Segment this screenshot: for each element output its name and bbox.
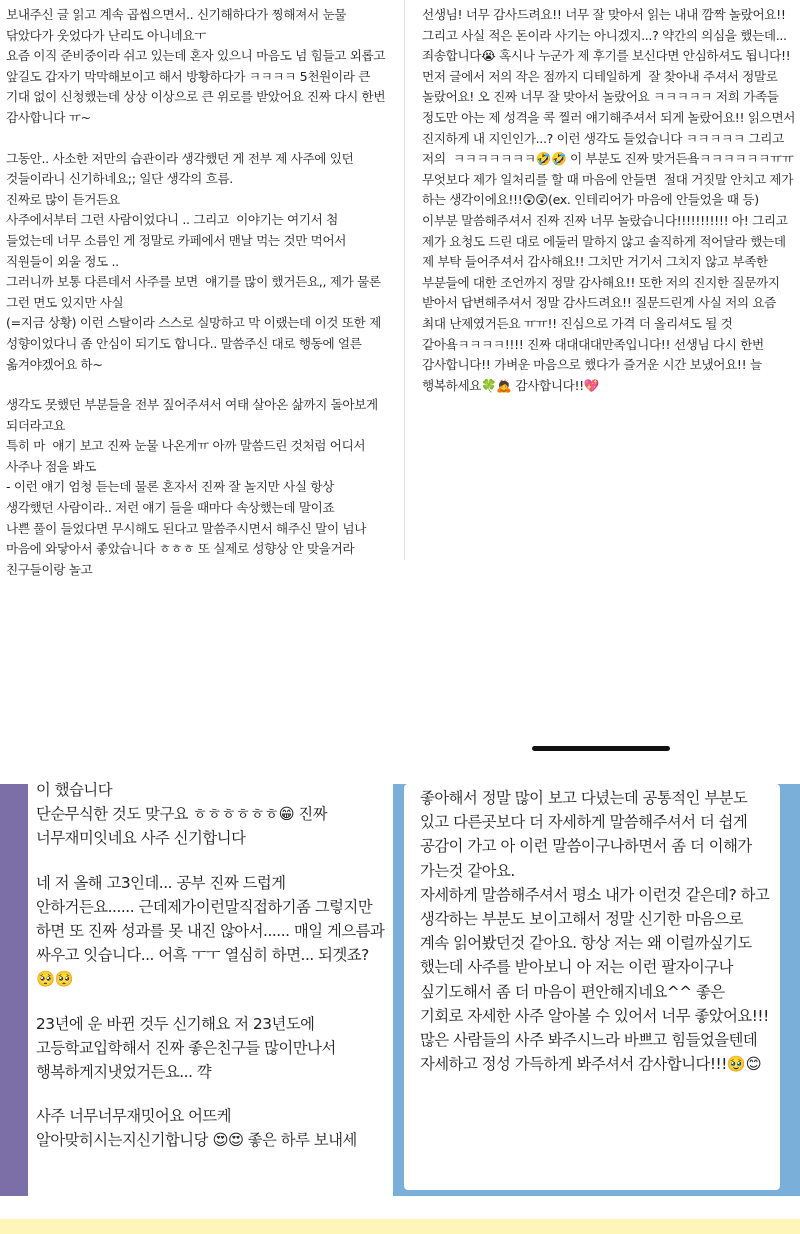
review-text: 그동안.. 사소한 저만의 습관이라 생각했던 게 전부 제 사주에 있던 것들이라니 신기하네요;; 일단 생각의 흐름. [6,150,358,187]
review-text: 나쁜 풀이 들었다면 무시해도 된다고 말씀주시면서 해주신 말이 넘나 마음에 와닿아서 좋았습니다 ㅎㅎㅎ 또 실제로 성향상 안 맞을거라 친구들이랑 놀고 [6,520,370,577]
review-text: 23년에 운 바뀐 것두 신기해요 저 23년도에 고등학교입학해서 진짜 좋은친구들 많이만나서 행복하게지냇었거든요... 꺅 [36,1014,341,1082]
bottom-highlight-strip [0,1219,800,1234]
review-text: 좋아해서 정말 많이 보고 다녔는데 공통적인 부분도 있고 다른곳보다 더 자세하게 말씀해주셔서 더 쉽게 공감이 가고 아 이런 말씀이구나하면서 좀 더 이해가 가는것 같아요. [420,789,757,880]
review-text: 요즘 이직 준비중이라 쉬고 있는데 혼자 있으니 마음도 넘 힘들고 외롭고 앞길도 갑자기 막막해보이고 해서 방황하다가 ㅋㅋㅋㅋ 5천원이라 큰 기대 없이 신청했는데 상상 이상으로 큰 위로를 받았어요 진짜 다시 한번 감사합니다 ㅠ~ [6,48,389,125]
review-text: 이 했습니다 [36,781,113,799]
review-text: 그러니까 보통 다른데서 사주를 보면 얘기를 많이 했거든요,, 제가 물론 그런 면도 있지만 사실 [6,274,385,310]
review-text: 자세하게 말씀해주셔서 평소 내가 이런것 같은데? 하고 생각하는 부분도 보이고해서 정말 신기한 마음으로 계속 읽어봤던것 같아요. 항상 저는 왜 이럴까싶기도 했는데 사주를 받아보니 아 저는 이런 팔자이구나 싶기도해서 좀 더 마음이 편안해지네요^^ 좋은 기회로 자세한 사주 알아볼 수 있어서 너무 좋았어요!!! [420,885,774,1025]
review-text: 생각도 못했던 부분들을 전부 짚어주셔서 여태 살아온 삶까지 돌아보게 되더라고요 [6,397,382,433]
review-text: 보내주신 글 읽고 계속 곱씹으면서.. 신기해하다가 찡해져서 눈물 닦았다가 웃었다가 난리도 아니네요ㅜ [6,7,350,43]
review-text: 특히 마 얘기 보고 진짜 눈물 나온게ㅠ 아까 말씀드린 것처럼 어디서 사주나 점을 봐도 [6,438,369,474]
review-panel-bottom-right [404,784,780,1190]
review-text: 진짜로 많이 듣거든요 [6,191,120,207]
review-text: 사주 너무너무재밋어요 어뜨케 알아맞히시는지신기합니당 😍😍 좋은 하루 보내세 [36,1107,357,1150]
review-text: (=지금 상황) 이런 스탈이라 스스로 실망하고 막 이랬는데 이것 또한 제 성향이었다니 좀 안심이 되기도 합니다.. 말씀주신 대로 행동에 얼른 옮겨야겠어요 하~ [6,315,385,372]
review-text: 많은 사람들의 사주 봐주시느라 바쁘고 힘들었을텐데 자세하고 정성 가득하게 봐주셔서 감사합니다!!!🥹😊 [420,1031,762,1074]
review-panel-top-right [410,0,800,530]
home-indicator[interactable] [532,746,670,751]
review-panel-top-left [0,0,398,776]
review-text: - 이런 얘기 엄청 듣는데 물론 혼자서 진짜 잘 놀지만 사실 항상 생각했던 사람이라.. 저런 얘기 들을 때마다 속상했는데 말이죠 [6,479,342,516]
review-panel-bottom-left [28,778,393,1190]
review-text [422,5,799,396]
review-text: 사주에서부터 그런 사람이었다니 .. 그리고 이야기는 여기서 첨 들었는데 너무 소름인 게 정말로 카페에서 맨날 먹는 것만 먹어서 직원들이 외울 정도 .. [6,212,350,269]
review-text: 단순무식한 것도 맞구요 ㅎㅎㅎㅎㅎㅎ😁 진짜 너무재미잇네요 사주 신기합니다 [36,805,332,848]
column-divider [404,0,405,560]
review-text: 네 저 올해 고3인데... 공부 진짜 드럽게 안하거든요...... 근데제가이런말직접하기좀 그렇지만 하면 또 진짜 성과를 못 내진 않아서...... 매일 게으름과 싸우고 잇습니다... 어흑 ㅜㅜ 열심히 하면... 되겟죠? 🥺🥺 [36,873,389,989]
review-text-body: 선생님! 너무 감사드려요!! 너무 잘 맞아서 읽는 내내 깜짝 놀랐어요!! 그리고 사실 적은 돈이라 사기는 아니겠지...? 약간의 의심을 했는데... 죄송합니다😭 혹시나 누군가 제 후기를 보신다면 안심하셔도 됩니다!! 먼저 글에서 저의 작은 점까지 디테일하게 잘 찾아내 주셔서 정말로 놀랐어요! 오 진짜 너무 잘 맞아서 놀랐어요 ㅋㅋㅋㅋㅋ 저희 가족들 정도만 아는 제 성격을 콕 찔러 얘기해주셔서 되게 놀랐어요!! 읽으면서 진지하게 내 지인인가...? 이런 생각도 들었습니다 ㅋㅋㅋㅋㅋ 그리고 저의 ㅋㅋㅋㅋㅋㅋㅋ🤣🤣 이 부분도 진짜 맞거든욬ㅋㅋㅋㅋㅋㅋㅠㅠ 무엇보다 제가 일처리를 할 때 마음에 안들면 절대 거짓말 안치고 제가 하는 생각이에요!!!😲😲(ex. 인테리어가 마음에 안들었을 때 등) 이부분 말씀해주셔서 진짜 진짜 너무 놀랐습니다!!!!!!!!!!! 아! 그리고 제가 요청도 드린 대로 에둘러 말하지 않고 솔직하게 적어달라 했는데 제 부탁 들어주셔서 감사해요!! 그치만 거기서 그치지 않고 부족한 부분들에 대한 조언까지 정말 감사해요!! 또한 저의 진지한 질문까지 받아서 답변해주셔서 정말 감사드려요!! 질문드린게 사실 저의 요즘 최대 난제였거든요 ㅠㅠ!! 진심으로 가격 더 올리셔도 될 것 같아욬ㅋㅋㅋㅋ!!!! 진짜 대대대대만족입니다!! 선생님 다시 한번 감사합니다!! 가벼운 마음으로 했다가 즐거운 시간 보냈어요!! 늘 행복하세요🍀🙇 감사합니다!!💖 [422,7,799,393]
left-accent-strip [0,784,28,1196]
